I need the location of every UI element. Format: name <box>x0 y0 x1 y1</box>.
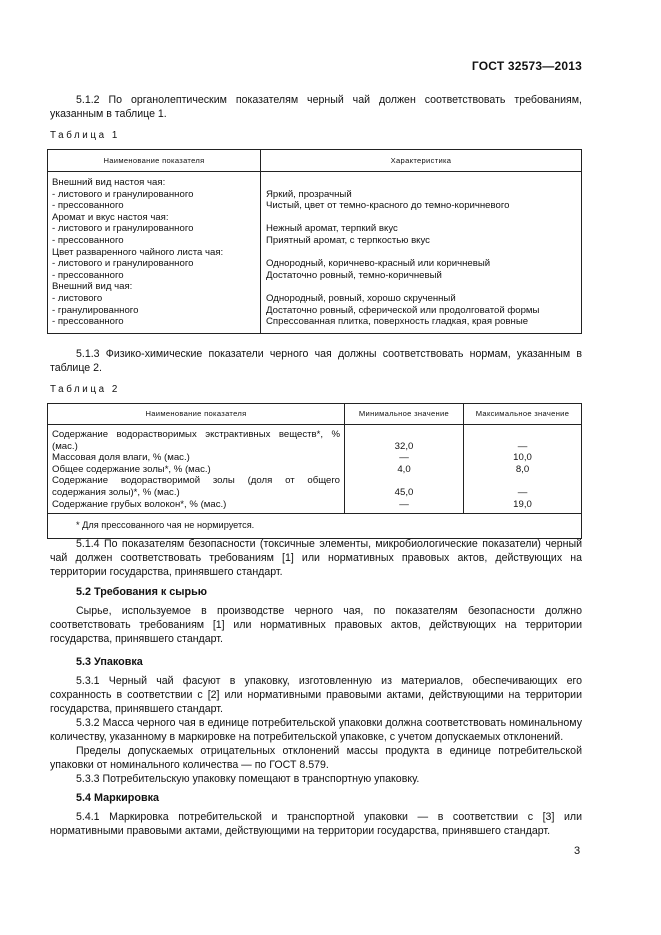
table-row <box>48 293 582 305</box>
table-row <box>48 200 582 212</box>
table-2-cell-max: — <box>464 425 582 453</box>
table-2-header-max: Максимальное значение <box>464 404 582 425</box>
table-2-cell-name: Содержание водорастворимой золы (доля от общего содержания золы)*, % (мас.) <box>48 475 345 498</box>
table-row <box>48 464 582 476</box>
table-2-cell-min: 4,0 <box>345 464 464 476</box>
table-2-cell-min: — <box>345 499 464 514</box>
table-1-cell-characteristic: Чистый, цвет от темно-красного до темно-коричневого <box>261 200 582 212</box>
table-2-cell-name: Массовая доля влаги, % (мас.) <box>48 452 345 464</box>
table-1-cell-name: - листового и гранулированного <box>48 223 261 235</box>
table-2-caption: Таблица 2 <box>50 384 120 395</box>
section-5-2-heading: 5.2 Требования к сырью <box>76 586 207 598</box>
table-1-cell-name: - прессованного <box>48 235 261 247</box>
table-2-cell-min: — <box>345 452 464 464</box>
table-1-cell-name: - прессованного <box>48 270 261 282</box>
table-1-cell-characteristic: Спрессованная плитка, поверхность гладкая, края ровные <box>261 316 582 333</box>
table-row <box>48 425 582 453</box>
table-row <box>48 270 582 282</box>
table-1-cell-characteristic: Однородный, ровный, хорошо скрученный <box>261 293 582 305</box>
table-1-cell-name: - гранулированного <box>48 305 261 317</box>
table-1-caption: Таблица 1 <box>50 130 120 141</box>
table-1-cell-characteristic: Однородный, коричнево-красный или коричневый <box>261 258 582 270</box>
table-row <box>48 305 582 317</box>
paragraph-mass-limits: Пределы допускаемых отрицательных отклонений массы продукта в единице потребительской упаковки от номинального количества — по ГОСТ 8.579. <box>50 745 582 772</box>
table-1-header-name: Наименование показателя <box>48 150 261 172</box>
table-row <box>48 258 582 270</box>
table-2-cell-min: 45,0 <box>345 475 464 498</box>
table-2-cell-min: 32,0 <box>345 425 464 453</box>
table-1-cell-name: Аромат и вкус настоя чая: <box>48 212 261 224</box>
table-1-header-characteristic: Характеристика <box>261 150 582 172</box>
paragraph-5-1-4: 5.1.4 По показателям безопасности (токсичные элементы, микробиологические показатели) черный чай должен соответствовать требованиям [1] или нормативных правовых актов, действующих на территории государства, принявшего стандарт. <box>50 538 582 579</box>
table-2-cell-max: 10,0 <box>464 452 582 464</box>
table-1-cell-characteristic: Приятный аромат, с терпкостью вкус <box>261 235 582 247</box>
paragraph-5-3-3: 5.3.3 Потребительскую упаковку помещают в транспортную упаковку. <box>76 773 420 785</box>
table-1-cell-characteristic: Яркий, прозрачный <box>261 189 582 201</box>
table-1-cell-name: Цвет разваренного чайного листа чая: <box>48 247 261 259</box>
table-row <box>48 189 582 201</box>
table-2-header-min: Минимальное значение <box>345 404 464 425</box>
table-1-cell-characteristic <box>261 212 582 224</box>
table-row <box>48 452 582 464</box>
table-1-cell-characteristic: Достаточно ровный, сферической или продолговатой формы <box>261 305 582 317</box>
table-row <box>48 247 582 259</box>
paragraph-5-2: Сырье, используемое в производстве черного чая, по показателям безопасности должно соответствовать требованиям [1] или нормативных правовых актов, действующих на территории государства, принявшего стандарт. <box>50 605 582 646</box>
table-2-cell-max: 19,0 <box>464 499 582 514</box>
table-2-cell-max: 8,0 <box>464 464 582 476</box>
table-row <box>48 223 582 235</box>
table-row <box>48 235 582 247</box>
table-1-cell-name: - листового и гранулированного <box>48 258 261 270</box>
table-1-cell-characteristic <box>261 247 582 259</box>
table-2 <box>47 403 582 539</box>
table-1-body <box>48 172 582 334</box>
table-1-cell-characteristic: Нежный аромат, терпкий вкус <box>261 223 582 235</box>
table-1-cell-name: - листового <box>48 293 261 305</box>
paragraph-5-1-3: 5.1.3 Физико-химические показатели черного чая должны соответствовать нормам, указанным в таблице 2. <box>50 348 582 375</box>
paragraph-5-3-1: 5.3.1 Черный чай фасуют в упаковку, изготовленную из материалов, обеспечивающих его сохранность в соответствии с [2] или нормативными правовыми актами, действующими на территории государства, принявшего стандарт. <box>50 675 582 716</box>
table-row <box>48 316 582 333</box>
table-1-cell-name: Внешний вид чая: <box>48 281 261 293</box>
table-row <box>48 499 582 514</box>
paragraph-5-1-2: 5.1.2 По органолептическим показателям черный чай должен соответствовать требованиям, указанным в таблице 1. <box>50 94 582 121</box>
table-2-cell-name: Содержание грубых волокон*, % (мас.) <box>48 499 345 514</box>
table-2-header-name: Наименование показателя <box>48 404 345 425</box>
table-1-cell-name: - листового и гранулированного <box>48 189 261 201</box>
table-2-cell-name: Общее содержание золы*, % (мас.) <box>48 464 345 476</box>
document-code: ГОСТ 32573—2013 <box>471 59 582 73</box>
table-1 <box>47 149 582 334</box>
table-row <box>48 475 582 498</box>
table-2-footnote: * Для прессованного чая не нормируется. <box>48 514 582 539</box>
page-number: 3 <box>574 845 581 857</box>
table-2-body <box>48 425 582 514</box>
paragraph-5-3-2: 5.3.2 Масса черного чая в единице потребительской упаковки должна соответствовать номинальному количеству, указанному в маркировке на потребительской упаковке, с учетом допускаемых отклонений. <box>50 717 582 744</box>
table-row <box>48 212 582 224</box>
table-1-cell-name: - прессованного <box>48 200 261 212</box>
table-row <box>48 172 582 189</box>
table-1-cell-name: - прессованного <box>48 316 261 333</box>
section-5-3-heading: 5.3 Упаковка <box>76 656 143 668</box>
table-1-cell-characteristic: Достаточно ровный, темно-коричневый <box>261 270 582 282</box>
table-1-cell-name: Внешний вид настоя чая: <box>48 172 261 189</box>
table-2-cell-name: Содержание водорастворимых экстрактивных веществ*, % (мас.) <box>48 425 345 453</box>
table-row <box>48 281 582 293</box>
table-1-cell-characteristic <box>261 281 582 293</box>
section-5-4-heading: 5.4 Маркировка <box>76 792 160 804</box>
paragraph-5-4-1: 5.4.1 Маркировка потребительской и транспортной упаковки — в соответствии с [3] или нормативными правовыми актами, действующими на территории государства, принявшего стандарт. <box>50 811 582 838</box>
table-1-cell-characteristic <box>261 172 582 189</box>
table-2-cell-max: — <box>464 475 582 498</box>
